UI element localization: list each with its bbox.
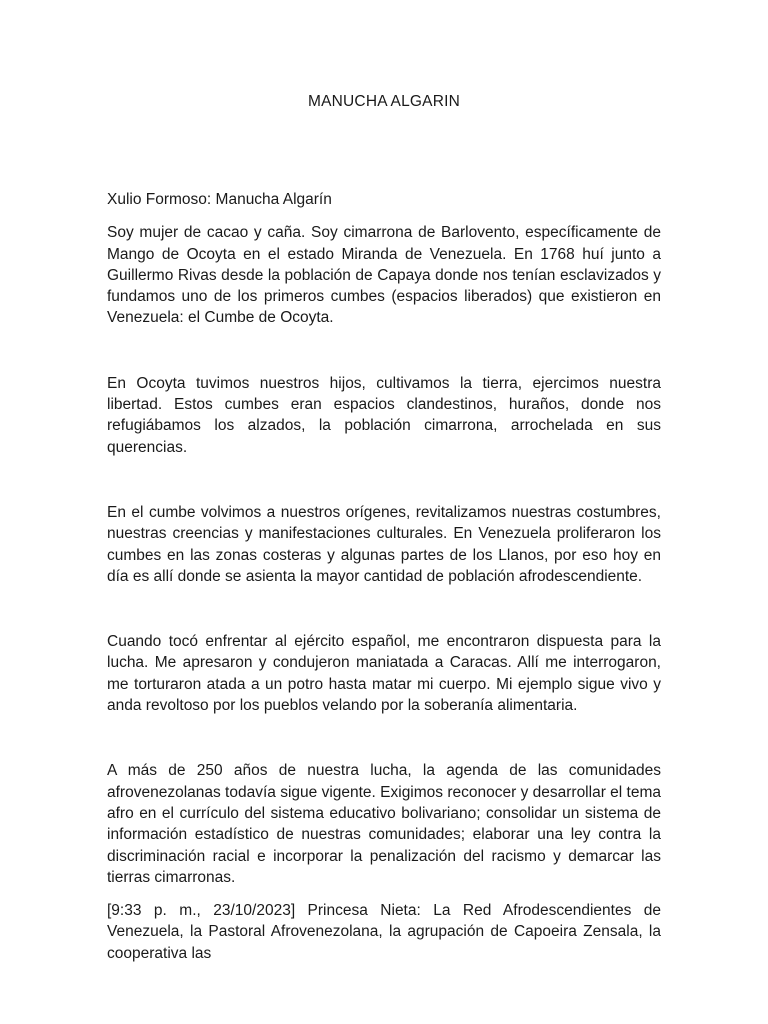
heading-line: Xulio Formoso: Manucha Algarín <box>107 191 332 208</box>
paragraph-4: Cuando tocó enfrentar al ejército español, me encontraron dispuesta para la lucha. Me apresaron y condujeron maniatada a Caracas. Allí me interrogaron, me torturaron atada a un potro hasta matar mi cuerpo. Mi ejemplo sigue vivo y anda revoltoso por los pueblos velando por la soberanía alimentaria. <box>107 633 661 715</box>
paragraph-5: A más de 250 años de nuestra lucha, la agenda de las comunidades afrovenezolanas todavía sigue vigente. Exigimos reconocer y desarrollar el tema afro en el currículo del sistema educativo bolivariano; consolidar un sistema de información estadístico de nuestras comunidades; elaborar una ley contra la discriminación racial e incorporar la penalización del racismo y demarcar las tierras cimarronas. <box>107 762 661 886</box>
paragraph-6: [9:33 p. m., 23/10/2023] Princesa Nieta: La Red Afrodescendientes de Venezuela, la Pastoral Afrovenezolana, la agrupación de Capoeira Zensala, la cooperativa las <box>107 902 661 962</box>
document-body <box>107 189 661 964</box>
paragraph-3: En el cumbe volvimos a nuestros orígenes, revitalizamos nuestras costumbres, nuestras creencias y manifestaciones culturales. En Venezuela proliferaron los cumbes en las zonas costeras y algunas partes de los Llanos, por eso hoy en día es allí donde se asienta la mayor cantidad de población afrodescendiente. <box>107 503 661 585</box>
paragraph-2: En Ocoyta tuvimos nuestros hijos, cultivamos la tierra, ejercimos nuestra libertad. Estos cumbes eran espacios clandestinos, huraños, donde nos refugiábamos los alzados, la población cimarrona, arrochelada en sus querencias. <box>107 374 661 456</box>
paragraph-1: Soy mujer de cacao y caña. Soy cimarrona de Barlovento, específicamente de Mango de Ocoyta en el estado Miranda de Venezuela. En 1768 huí junto a Guillermo Rivas desde la población de Capaya donde nos tenían esclavizados y fundamos uno de los primeros cumbes (espacios liberados) que existieron en Venezuela: el Cumbe de Ocoyta. <box>107 224 661 327</box>
document-title: MANUCHA ALGARIN <box>307 93 460 110</box>
